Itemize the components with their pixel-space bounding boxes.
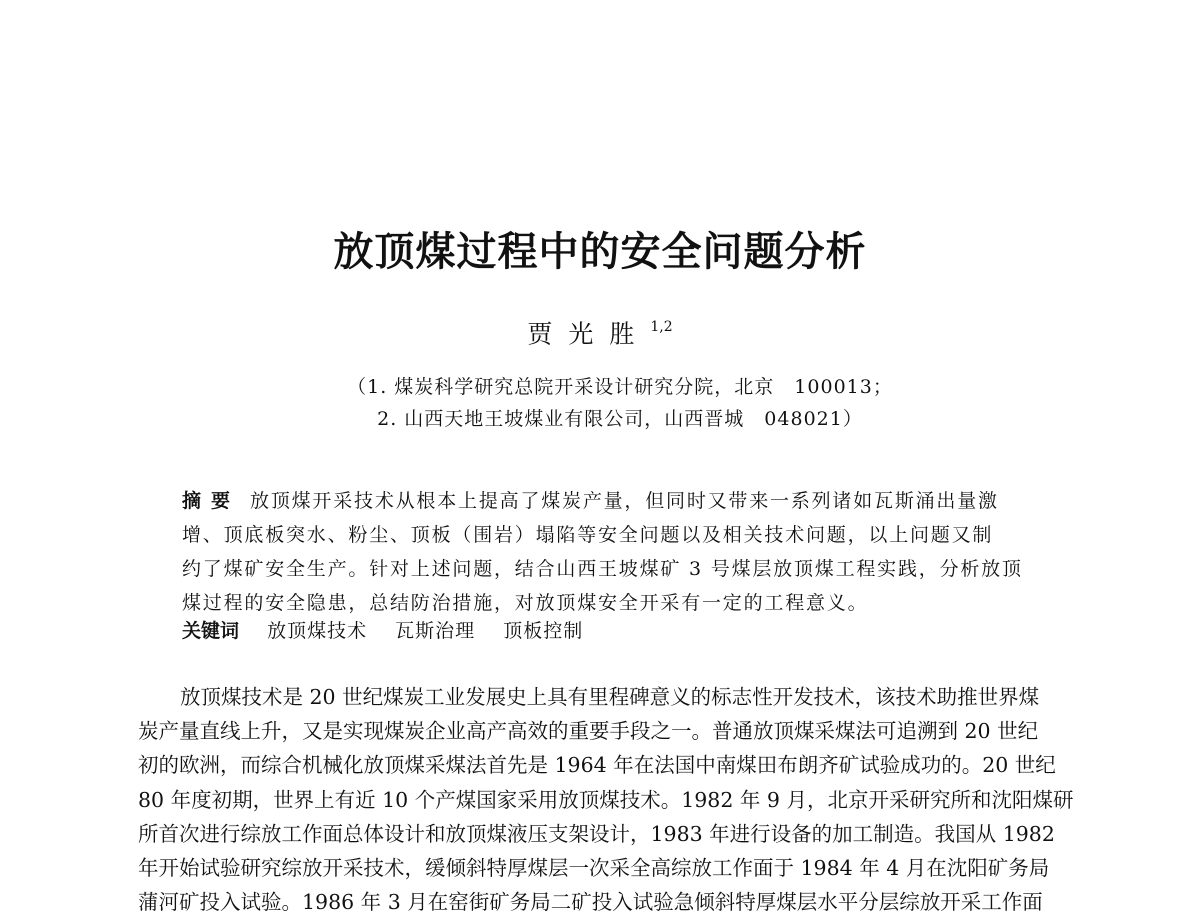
- body-line: 放顶煤技术是 20 世纪煤炭工业发展史上具有里程碑意义的标志性开发技术，该技术助推世界煤: [180, 685, 1040, 709]
- body-line: 炭产量直线上升，又是实现煤炭企业高产高效的重要手段之一。普通放顶煤采煤法可追溯到 20 世纪: [138, 719, 1039, 744]
- abstract: [182, 484, 1042, 620]
- abstract-line: 约了煤矿安全生产。针对上述问题，结合山西王坡煤矿 3 号煤层放顶煤工程实践，分析放顶: [182, 558, 1023, 580]
- author-line: [0, 312, 1200, 351]
- abstract-text: 放顶煤开采技术从根本上提高了煤炭产量，但同时又带来一系列诸如瓦斯涌出量激: [250, 490, 999, 512]
- affiliation-1: （1. 煤炭科学研究总院开采设计研究分院，北京 100013；: [347, 376, 893, 398]
- body-line: 蒲河矿投入试验。1986 年 3 月在窑街矿务局二矿投入试验急倾斜特厚煤层水平分层综放开采工作面: [138, 890, 1043, 915]
- abstract-line: [182, 484, 1042, 518]
- keyword: 瓦斯治理: [395, 620, 476, 642]
- body-line: 初的欧洲，而综合机械化放顶煤采煤法首先是 1964 年在法国中南煤田布朗齐矿试验成功的。20 世纪: [138, 753, 1056, 778]
- keywords: [182, 616, 605, 646]
- affiliation-2: 2. 山西天地王坡煤业有限公司，山西晋城 048021）: [377, 408, 863, 430]
- abstract-line: 煤过程的安全隐患，总结防治措施，对放顶煤安全开采有一定的工程意义。: [182, 592, 869, 614]
- keyword: 放顶煤技术: [267, 620, 368, 642]
- body-line: 所首次进行综放工作面总体设计和放顶煤液压支架设计，1983 年进行设备的加工制造。我国从 1982: [138, 821, 1055, 846]
- author-affiliation-marks: 1,2: [650, 319, 673, 335]
- keyword: 顶板控制: [503, 620, 584, 642]
- author-name: 贾光胜: [527, 319, 651, 349]
- body-paragraph: [138, 680, 1073, 919]
- body-line: 80 年度初期，世界上有近 10 个产煤国家采用放顶煤技术。1982 年 9 月，北京开采研究所和沈阳煤研: [138, 787, 1074, 812]
- abstract-line: 增、顶底板突水、粉尘、顶板（围岩）塌陷等安全问题以及相关技术问题，以上问题又制: [182, 524, 994, 546]
- paper-title: 放顶煤过程中的安全问题分析: [333, 228, 867, 275]
- keywords-label: 关键词: [182, 620, 240, 642]
- body-line: 年开始试验研究综放开采技术，缓倾斜特厚煤层一次采全高综放工作面于 1984 年 4 月在沈阳矿务局: [138, 855, 1050, 880]
- abstract-label: 摘要: [182, 490, 241, 512]
